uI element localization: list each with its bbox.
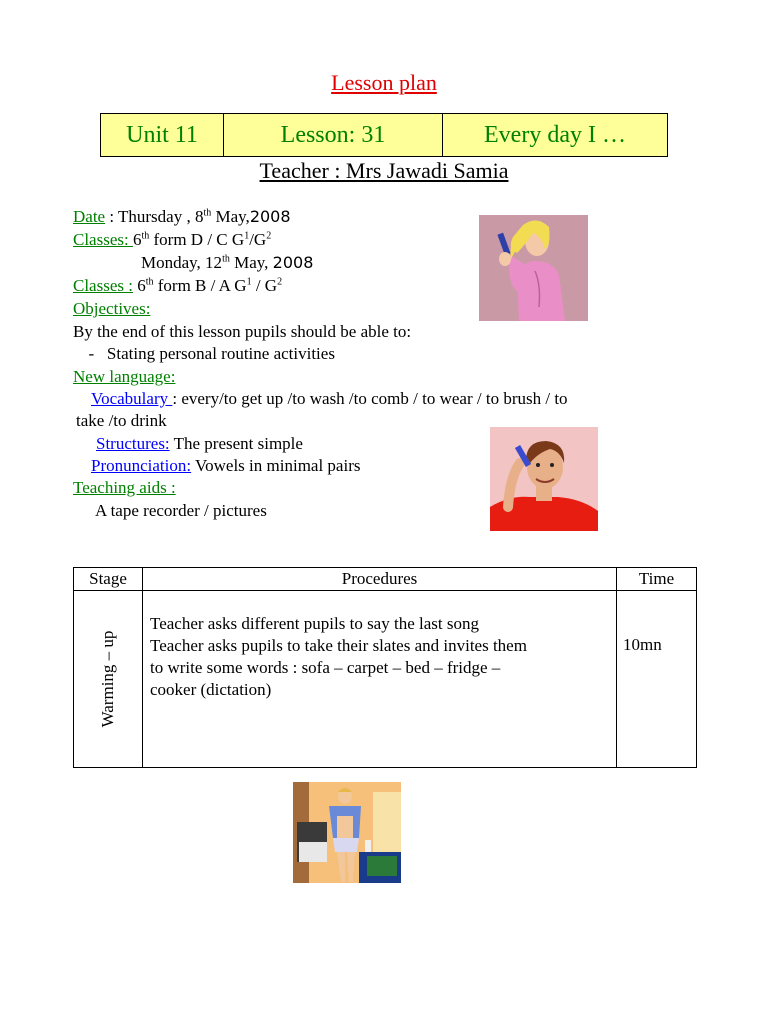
procedures-cell: [143, 591, 617, 768]
classes-label-1: Classes:: [73, 230, 133, 249]
boy-dressing-picture: [293, 782, 401, 883]
classes-g2-sup-2: 2: [277, 276, 283, 288]
classes-line-2: [73, 276, 282, 296]
vocabulary-value: : every/to get up /to wash /to comb / to wear / to brush / to: [172, 389, 568, 408]
time-cell: 10mn: [617, 591, 697, 768]
boy-combing-hair-icon: [490, 427, 598, 531]
classes-slash-2: / G: [251, 276, 278, 295]
procedure-line: Teacher asks different pupils to say the last song: [150, 614, 479, 633]
classes-groups-1: form D / C G: [149, 230, 245, 249]
date-month: May,: [211, 207, 250, 226]
table-row: [74, 591, 697, 768]
boy-dressing-icon: [293, 782, 401, 883]
date-line: [73, 207, 291, 227]
stage-label: Warming – up: [98, 630, 117, 728]
vocabulary-line-2: take /to drink: [76, 411, 167, 430]
unit-header-table: [100, 113, 668, 157]
column-header-stage: Stage: [74, 568, 143, 591]
vocabulary-line: [91, 389, 568, 409]
pronunciation-label: Pronunciation:: [91, 456, 192, 475]
classes-slash-1: /G: [249, 230, 267, 249]
classes-form-sup-2: th: [145, 276, 154, 288]
column-header-procedures: Procedures: [143, 568, 617, 591]
girl-combing-hair-icon: [479, 215, 588, 321]
table-header-row: [74, 568, 697, 591]
objectives-label: Objectives:: [73, 299, 151, 318]
boy-combing-hair-picture: [490, 427, 598, 531]
date2-sup: th: [222, 253, 230, 265]
classes-g1-sup-1: 1: [244, 230, 250, 242]
lesson-stage-table: [73, 567, 697, 768]
pronunciation-line: [91, 456, 360, 476]
date2-month: May,: [229, 253, 273, 272]
stage-cell: [74, 591, 143, 768]
classes-g1-sup-2: 1: [246, 276, 252, 288]
teaching-aids-label: Teaching aids :: [73, 478, 176, 497]
classes-groups-2: form B / A G: [153, 276, 247, 295]
pronunciation-value: Vowels in minimal pairs: [191, 456, 361, 475]
structures-value: The present simple: [169, 434, 303, 453]
date2-year: 2008: [272, 253, 314, 272]
date-line-2: [141, 253, 313, 273]
date-day: : Thursday , 8: [105, 207, 204, 226]
classes-line-1: [73, 230, 271, 250]
teacher-name: Teacher : Mrs Jawadi Samia: [259, 158, 509, 183]
topic-cell: Every day I …: [443, 114, 668, 157]
column-header-time: Time: [617, 568, 697, 591]
classes-form-2: 6: [132, 276, 146, 295]
vocabulary-label: Vocabulary: [91, 389, 173, 408]
new-language-label: New language:: [73, 367, 176, 386]
procedure-line: cooker (dictation): [150, 680, 272, 699]
objectives-item: - Stating personal routine activities: [80, 344, 335, 363]
classes-label-2: Classes :: [73, 276, 133, 295]
procedure-line: to write some words : sofa – carpet – bed – fridge –: [150, 658, 501, 677]
teacher-line: [0, 158, 768, 184]
date-label: Date: [73, 207, 106, 226]
page-title: Lesson plan: [331, 70, 437, 95]
unit-cell: Unit 11: [101, 114, 224, 157]
lesson-cell: Lesson: 31: [224, 114, 443, 157]
structures-line: [96, 434, 303, 454]
objectives-intro: By the end of this lesson pupils should be able to:: [73, 322, 412, 341]
date-year: 2008: [249, 207, 291, 226]
structures-label: Structures:: [96, 434, 170, 453]
date-sup: th: [203, 207, 212, 219]
classes-form-1: 6: [132, 230, 142, 249]
girl-combing-hair-picture: [479, 215, 588, 321]
date2-day: Monday, 12: [141, 253, 223, 272]
classes-form-sup-1: th: [141, 230, 150, 242]
procedure-line: Teacher asks pupils to take their slates and invites them: [150, 636, 527, 655]
classes-g2-sup-1: 2: [266, 230, 272, 242]
teaching-aids-value: A tape recorder / pictures: [95, 501, 267, 520]
